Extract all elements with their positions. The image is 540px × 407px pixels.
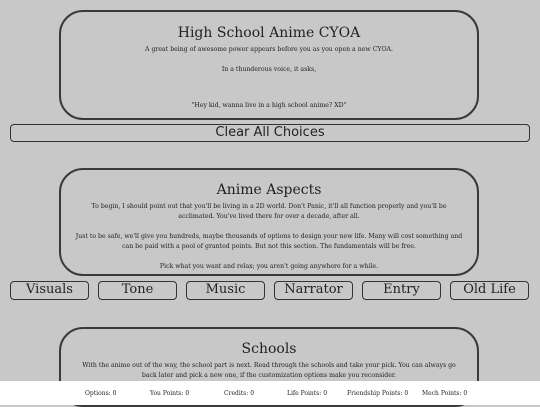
clear-all-choices-button[interactable]: Clear All Choices bbox=[10, 124, 530, 142]
anime-aspects-panel bbox=[59, 168, 479, 276]
aspect-tabs bbox=[10, 281, 530, 300]
intro-line-2: In a thunderous voice, it asks, bbox=[221, 66, 317, 73]
intro-line-1: A great being of awesome power appears before you as you open a new CYOA. bbox=[145, 46, 393, 53]
intro-panel bbox=[59, 10, 479, 120]
friendship-points-counter: Friendship Points: 0 bbox=[347, 390, 409, 397]
options-counter: Options: 0 bbox=[85, 390, 117, 397]
anime-aspects-para-3: Pick what you want and relax; you aren't going anywhere for a while. bbox=[159, 263, 379, 270]
tab-entry[interactable]: Entry bbox=[362, 281, 441, 300]
anime-aspects-para-1: To begin, I should point out that you'll be living in a 2D world. Don't Panic, it'll all function properly and you'll be acclimated. You've lived there for over a decade, after all. bbox=[91, 203, 447, 220]
tab-old-life[interactable]: Old Life bbox=[450, 281, 529, 300]
you-points-counter: You Points: 0 bbox=[150, 390, 190, 397]
tab-tone[interactable]: Tone bbox=[98, 281, 177, 300]
tab-music[interactable]: Music bbox=[186, 281, 265, 300]
tab-narrator[interactable]: Narrator bbox=[274, 281, 353, 300]
tab-visuals[interactable]: Visuals bbox=[10, 281, 89, 300]
life-points-counter: Life Points: 0 bbox=[287, 390, 328, 397]
mech-points-counter: Mech Points: 0 bbox=[422, 390, 468, 397]
schools-para-1: With the anime out of the way, the school part is next. Read through the schools and take your pick. You can always go back later and pick a new one, if the customization options make you reconsider. bbox=[82, 362, 456, 379]
credits-counter: Credits: 0 bbox=[224, 390, 255, 397]
intro-line-3: "Hey kid, wanna live in a high school anime? XD" bbox=[191, 102, 347, 109]
anime-aspects-title: Anime Aspects bbox=[216, 182, 322, 198]
schools-title: Schools bbox=[241, 341, 297, 357]
anime-aspects-para-2: Just to be safe, we'll give you hundreds, maybe thousands of options to design your new life. Many will cost something and can be paid with a pool of granted points. But not this section. The fundamentals will be free. bbox=[75, 233, 463, 250]
points-footer bbox=[0, 381, 540, 405]
intro-title: High School Anime CYOA bbox=[177, 25, 361, 41]
